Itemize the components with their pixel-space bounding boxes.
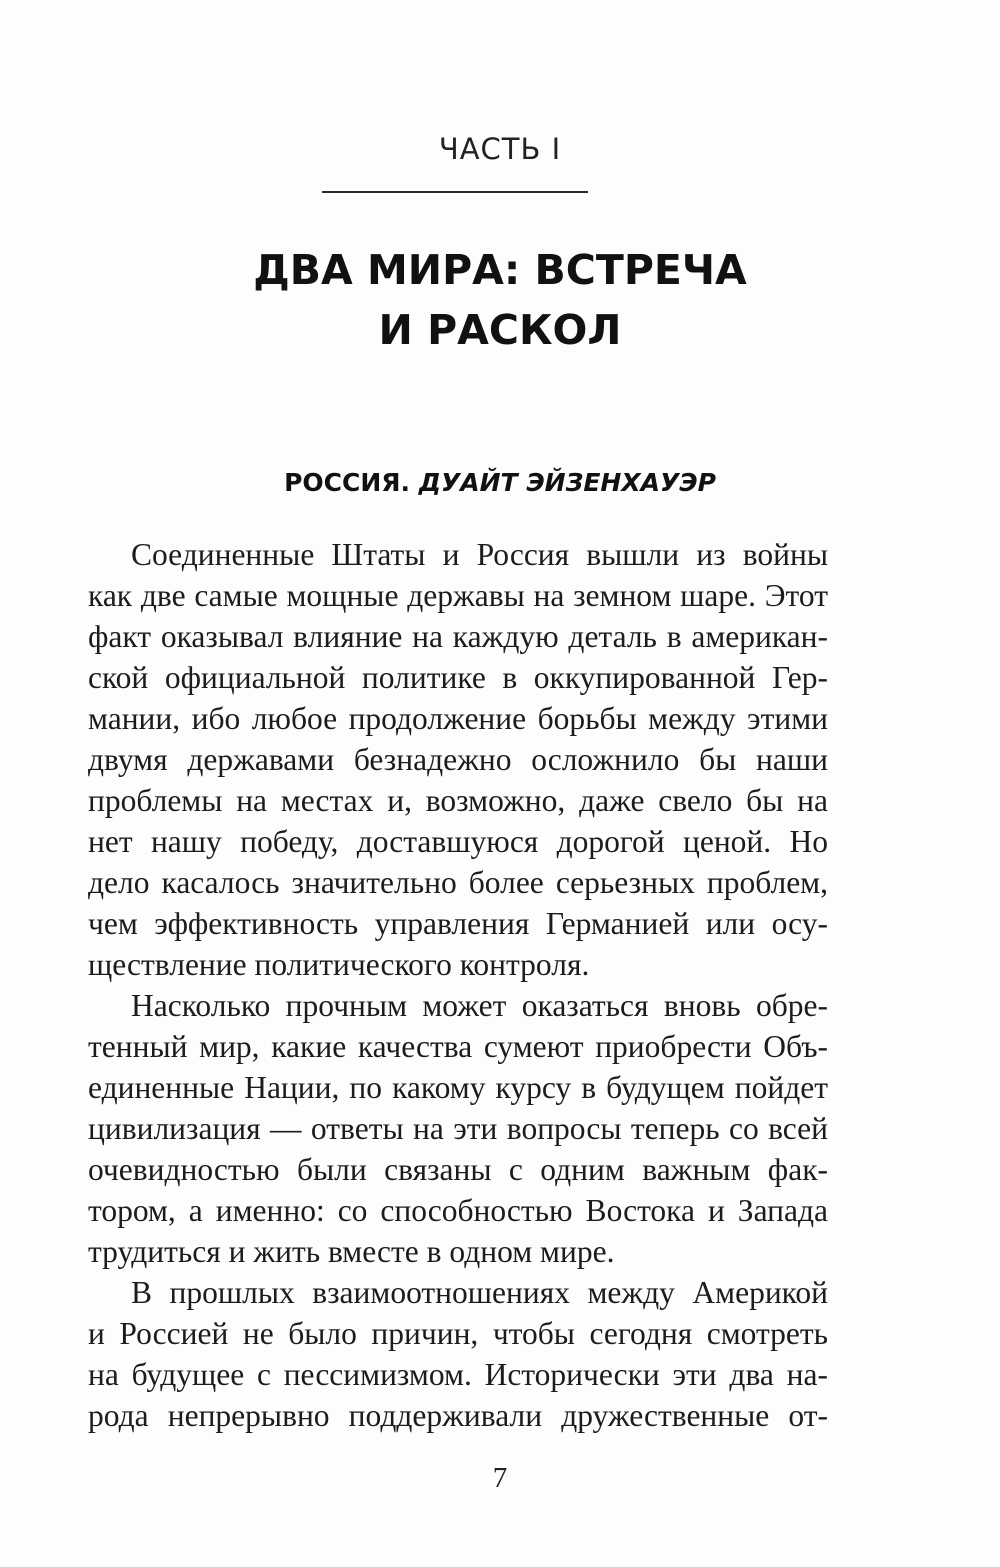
chapter-title: РОССИЯ. bbox=[284, 468, 411, 497]
body-line: тором, а именно: со способностью Востока и Запада bbox=[88, 1193, 828, 1228]
body-line: двумя державами безнадежно осложнило бы наши bbox=[88, 742, 828, 777]
body-line: ской официальной политике в оккупированной Гер- bbox=[88, 660, 828, 695]
body-line: на будущее с пессимизмом. Исторически эти два на- bbox=[88, 1357, 828, 1392]
body-line: Насколько прочным может оказаться вновь обре- bbox=[131, 988, 828, 1023]
body-line: чем эффективность управления Германией или осу- bbox=[88, 906, 828, 941]
body-line: Соединенные Штаты и Россия вышли из войны bbox=[131, 537, 828, 572]
chapter-heading bbox=[0, 468, 1000, 497]
part-title-line: ДВА МИРА: ВСТРЕЧА bbox=[253, 246, 747, 294]
body-line: трудиться и жить вместе в одном мире. bbox=[88, 1234, 615, 1269]
chapter-author: ДУАЙТ ЭЙЗЕНХАУЭР bbox=[418, 468, 716, 497]
part-title-line: И РАСКОЛ bbox=[378, 306, 622, 354]
body-line: как две самые мощные державы на земном шаре. Этот bbox=[88, 578, 828, 613]
body-line: цивилизация — ответы на эти вопросы теперь со всей bbox=[88, 1111, 828, 1146]
body-line: дело касалось значительно более серьезных проблем, bbox=[88, 865, 828, 900]
body-line: нет нашу победу, доставшуюся дорогой ценой. Но bbox=[88, 824, 828, 859]
page-number: 7 bbox=[492, 1462, 508, 1494]
part-label: ЧАСТЬ I bbox=[438, 132, 562, 166]
part-title bbox=[0, 240, 1000, 360]
body-line: тенный мир, какие качества сумеют приобрести Объ- bbox=[88, 1029, 828, 1064]
body-line: проблемы на местах и, возможно, даже свело бы на bbox=[88, 783, 828, 818]
body-line: единенные Нации, по какому курсу в будущем пойдет bbox=[88, 1070, 828, 1105]
body-line: В прошлых взаимоотношениях между Америкой bbox=[131, 1275, 828, 1310]
body-line: мании, ибо любое продолжение борьбы между этими bbox=[88, 701, 828, 736]
body-line: ществление политического контроля. bbox=[88, 947, 590, 982]
body-line: очевидностью были связаны с одним важным фак- bbox=[88, 1152, 828, 1187]
part-divider bbox=[322, 191, 588, 193]
body-line: факт оказывал влияние на каждую деталь в американ- bbox=[88, 619, 828, 654]
body-line: и Россией не было причин, чтобы сегодня смотреть bbox=[88, 1316, 828, 1351]
body-line: рода непрерывно поддерживали дружественные от- bbox=[88, 1398, 828, 1433]
